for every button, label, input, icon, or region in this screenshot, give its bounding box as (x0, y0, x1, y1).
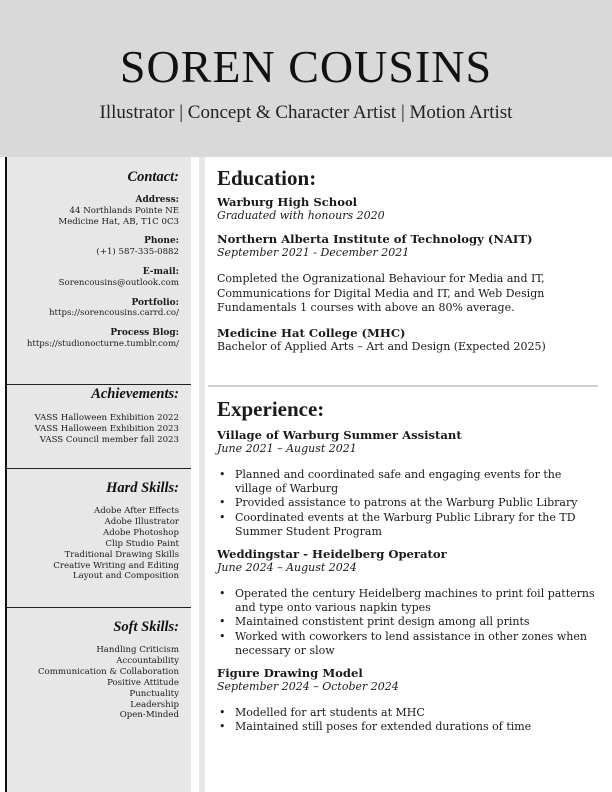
column-divider (199, 157, 205, 792)
sidebar (5, 157, 191, 792)
list-item: Open-Minded (119, 710, 179, 721)
list-item: • Operated the century Heidelberg machines to print foil patterns and type onto various napkin types (217, 587, 597, 615)
job-entry (217, 666, 597, 734)
list-item: Communication & Collaboration (37, 666, 179, 677)
blog-link[interactable]: https://studionocturne.tumblr.com/ (26, 338, 179, 349)
entry-text: Bachelor of Applied Arts – Art and Design (Expected 2025) (217, 339, 546, 353)
entry-title: Medicine Hat College (MHC) (217, 325, 406, 340)
sidebar-divider (7, 384, 191, 385)
experience-section (217, 397, 597, 734)
phone-value: (+1) 587-335-0882 (96, 247, 179, 258)
bullet-list (217, 706, 597, 734)
resume-name: SOREN COUSINS (119, 41, 493, 92)
blog-label: Process Blog: (110, 328, 179, 339)
sidebar-divider (7, 607, 191, 608)
list-item: Accountability (116, 655, 179, 666)
address-label: Address: (135, 195, 179, 205)
list-item: Leadership (130, 699, 179, 710)
sidebar-divider (7, 468, 191, 469)
soft-skills-title: Soft Skills: (113, 619, 179, 635)
entry-title: Figure Drawing Model (217, 666, 363, 681)
section-divider (208, 385, 598, 387)
bullet-list (217, 587, 597, 658)
list-item: • Planned and coordinated safe and engaging events for the village of Warburg (217, 468, 597, 496)
soft-skills-list (38, 645, 179, 721)
education-entry (217, 195, 597, 222)
entry-date: September 2021 - December 2021 (217, 246, 410, 259)
email-value[interactable]: Sorencousins@outlook.com (58, 277, 179, 288)
education-section (217, 166, 597, 354)
entry-title: Village of Warburg Summer Assistant (217, 428, 462, 442)
entry-date: Graduated with honours 2020 (217, 209, 385, 222)
bullet-list (217, 468, 597, 539)
entry-text: Completed the Ogranizational Behaviour for Media and IT, Communications for Digital Media and IT, and Web Design Fundamentals 1 courses with above an 80% average. (217, 272, 545, 314)
experience-title: Experience: (217, 397, 325, 421)
list-item: Adobe Photoshop (103, 527, 179, 538)
header-banner (0, 0, 612, 157)
list-item: VASS Halloween Exhibition 2022 (34, 413, 179, 423)
entry-title: Northern Alberta Institute of Technology (NAIT) (217, 232, 533, 246)
entry-date: June 2021 – August 2021 (217, 442, 357, 455)
achievements-list (35, 413, 179, 446)
address-line1: 44 Northlands Pointe NE (69, 205, 179, 216)
education-entry (217, 232, 597, 316)
entry-date: June 2024 – August 2024 (217, 561, 357, 575)
address-line2: Medicine Hat, AB, T1C 0C3 (58, 216, 179, 227)
list-item: • Coordinated events at the Warburg Public Library for the TD Summer Student Program (217, 511, 597, 539)
list-item: Clip Studio Paint (105, 538, 179, 549)
list-item: Traditional Drawing Skills (64, 549, 179, 560)
entry-date: September 2024 – October 2024 (217, 680, 399, 694)
contact-block (27, 195, 179, 359)
list-item: Handling Criticism (96, 645, 179, 655)
contact-title: Contact: (127, 169, 179, 185)
job-entry (217, 547, 597, 658)
list-item: Positive Attitude (107, 677, 179, 688)
hard-skills-list (53, 506, 179, 582)
list-item: • Maintained constistent print design among all prints (217, 615, 597, 629)
list-item: • Provided assistance to patrons at the Warburg Public Library (217, 496, 597, 510)
job-entry (217, 428, 597, 539)
entry-title: Weddingstar - Heidelberg Operator (217, 547, 447, 562)
list-item: • Maintained still poses for extended durations of time (217, 720, 597, 734)
hard-skills-title: Hard Skills: (106, 480, 179, 496)
list-item: VASS Halloween Exhibition 2023 (34, 423, 179, 434)
list-item: Creative Writing and Editing (53, 560, 179, 571)
list-item: Layout and Composition (72, 571, 179, 582)
phone-label: Phone: (144, 236, 179, 247)
list-item: • Worked with coworkers to lend assistance in other zones when necessary or slow (217, 630, 597, 658)
achievements-title: Achievements: (91, 386, 179, 402)
portfolio-link[interactable]: https://sorencousins.carrd.co/ (49, 308, 179, 319)
education-title: Education: (217, 166, 317, 190)
entry-title: Warburg High School (217, 195, 358, 209)
education-entry (217, 326, 597, 355)
list-item: Adobe After Effects (94, 506, 179, 516)
list-item: • Modelled for art students at MHC (217, 706, 597, 720)
list-item: VASS Council member fall 2023 (39, 434, 179, 445)
resume-subtitle: Illustrator | Concept & Character Artist | Motion Artist (99, 102, 513, 123)
portfolio-label: Portfolio: (131, 297, 179, 308)
list-item: Adobe Illustrator (104, 516, 179, 527)
list-item: Punctuality (129, 688, 179, 699)
email-label: E-mail: (142, 266, 179, 277)
